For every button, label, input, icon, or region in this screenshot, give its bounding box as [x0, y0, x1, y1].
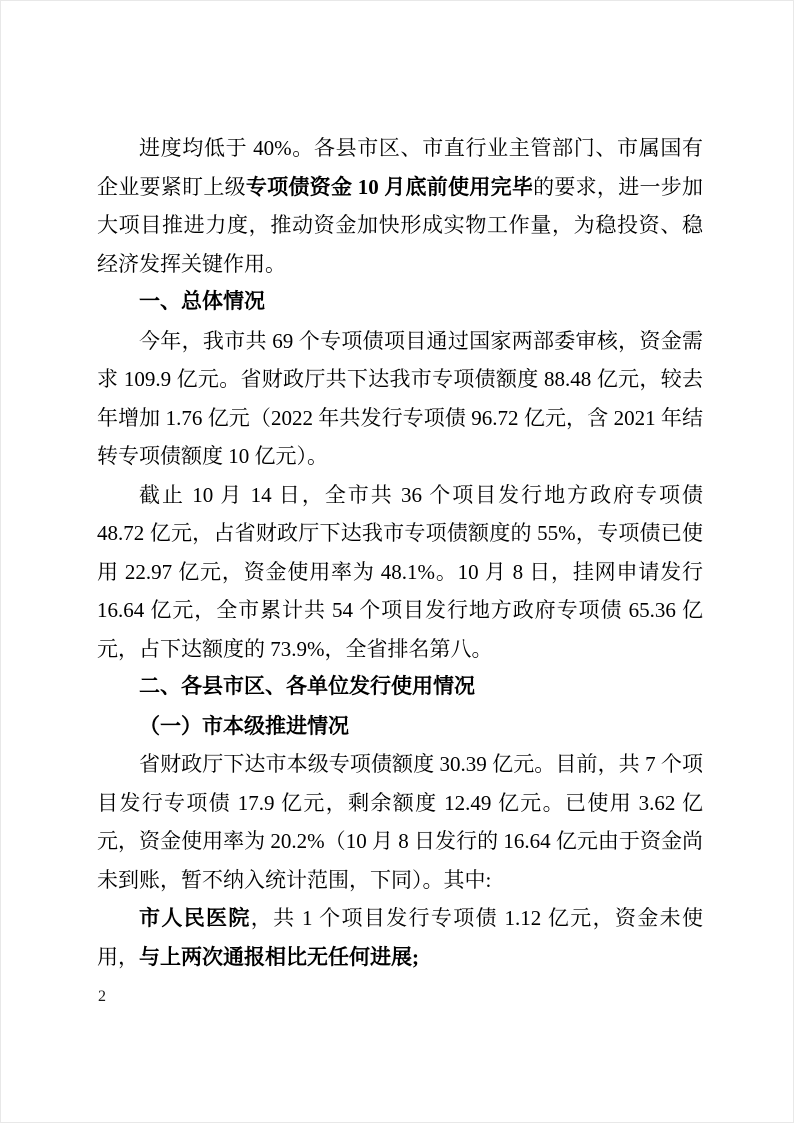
section-heading-overall-situation: 一、总体情况: [139, 290, 265, 313]
paragraph-run-bold-no-progress: 与上两次通报相比无任何进展;: [139, 944, 419, 969]
paragraph-run-regular: ，共 1 个项目发行专项债 1.12 亿元，资金未使用，: [97, 906, 703, 969]
page-number: 2: [98, 988, 106, 1005]
paragraph-quota-summary: 今年，我市共 69 个专项债项目通过国家两部委审核，资金需求 109.9 亿元。省财政厅共下达我市专项债额度 88.48 亿元，较去年增加 1.76 亿元（2022 年共发行专项债 96.72 亿元，含 2021 年结转专项债额度 10 亿元）。: [97, 328, 703, 468]
paragraph-city-hospital: [97, 899, 703, 976]
subsection-heading-city-level-progress: （一）市本级推进情况: [139, 713, 349, 738]
document-text-block: [97, 129, 703, 976]
paragraph-issuance-progress: 截止 10 月 14 日，全市共 36 个项目发行地方政府专项债 48.72 亿元，占省财政厅下达我市专项债额度的 55%，专项债已使用 22.97 亿元，资金使用率为 48.1%。10 月 8 日，挂网申请发行 16.64 亿元，全市累计共 54 个项目发行地方政府专项债 65.36 亿元，占下达额度的 73.9%，全省排名第八。: [97, 482, 703, 661]
paragraph-run-bold-deadline: 专项债资金 10 月底前使用完毕: [245, 174, 534, 199]
section-heading-county-units-usage: 二、各县市区、各单位发行使用情况: [139, 675, 475, 698]
paragraph-overall-requirement: [97, 129, 703, 283]
paragraph-run-bold-hospital-name: 市人民医院: [139, 906, 251, 930]
paragraph-city-level-detail: 省财政厅下达市本级专项债额度 30.39 亿元。目前，共 7 个项目发行专项债 17.9 亿元，剩余额度 12.49 亿元。已使用 3.62 亿元，资金使用率为 20.2%（10 月 8 日发行的 16.64 亿元由于资金尚未到账，暂不纳入统计范围，下同）。其中:: [97, 752, 703, 892]
paragraph-run-regular: 的要求，进一步加大项目推进力度，推动资金加快形成实物工作量，为稳投资、稳经济发挥关键作用。: [97, 174, 703, 276]
paragraph-run-regular: 进度均低于 40%。各县市区、市直行业主管部门、市属国有企业要紧盯上级: [97, 136, 703, 199]
